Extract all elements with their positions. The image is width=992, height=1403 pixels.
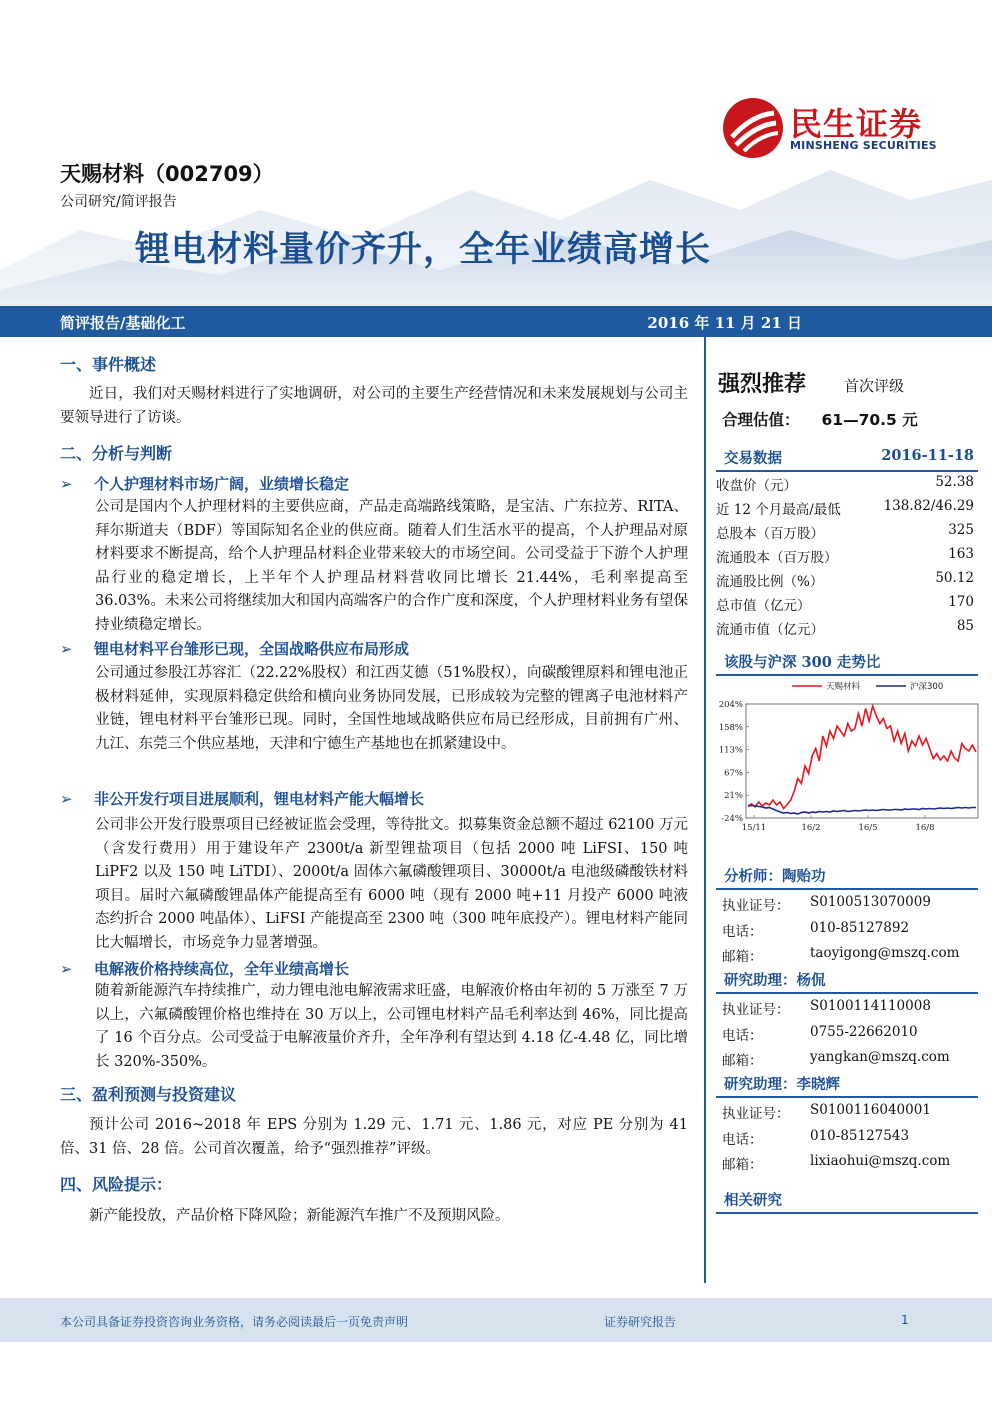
assistant2-row [722,1125,978,1149]
analyst-label: 邮箱： [722,949,763,965]
trading-row [716,567,978,591]
section-title-forecast: 三、盈利预测与投资建议 [60,1085,237,1104]
arrow-bullet-icon: ➢ [60,960,73,978]
section-title-risk: 四、风险提示： [60,1175,173,1194]
chart-header: 该股与沪深 300 走势比 [716,650,978,676]
section-paragraph-forecast: 预计公司 2016~2018 年 EPS 分别为 1.29 元、1.71 元、1.86 元，对应 PE 分别为 41 倍、31 倍、28 倍。公司首次覆盖，给予“强烈推荐”评级。 [60,1117,688,1157]
analyst-value: 010-85127892 [810,919,910,936]
analyst-header: 分析师：陶贻功 [716,864,978,890]
trading-value: 138.82/46.29 [883,498,974,514]
trading-value: 52.38 [935,474,974,490]
analyst-row [722,917,978,941]
footer-disclaimer: 本公司具备证券投资咨询业务资格，请务必阅读最后一页免责声明 [60,1315,409,1329]
analyst-value: S0100513070009 [810,894,931,910]
report-date: 2016 年 11 月 21 日 [647,314,802,332]
section-title-overview: 一、事件概述 [60,355,157,374]
chart-legend-label: 沪深300 [910,682,944,692]
trading-value: 85 [956,618,974,634]
valuation: 合理估值： 61—70.5 元 [722,411,918,429]
assistant1-label: 执业证号： [722,1002,790,1018]
chart-series-line-stock [748,706,976,809]
bullet-heading-electrolyte-price: ➢ 电解液价格持续高位，全年业绩高增长 [60,960,350,978]
trading-label: 总股本（百万股） [716,526,824,542]
trading-label: 近 12 个月最高/最低 [716,502,841,518]
section-paragraph-risk: 新产能投放，产品价格下降风险；新能源汽车推广不及预期风险。 [89,1208,510,1224]
assistant1-row [722,995,978,1019]
rating-note: 首次评级 [844,377,905,395]
chart-plot-frame [746,704,978,818]
arrow-bullet-icon: ➢ [60,790,73,808]
bullet-paragraph-electrolyte-price: 随着新能源汽车持续推广，动力锂电池电解液需求旺盛，电解液价格由年初的 5 万涨至 7 万以上，六氟磷酸锂价格也维持在 30 万以上，公司锂电材料产品毛利率达到 46%，同比提高了 16 个百分点。公司受益于电解液量价齐升，全年净利有望达到 4.18 亿-4.48 亿，同比增长 320%-350%。 [95,983,688,1070]
chart-y-tick-label: 204% [718,700,743,710]
chart-x-tick-label: 16/5 [858,823,878,833]
price-trend-chart [712,676,984,846]
chart-y-tick-label: 158% [718,722,743,733]
chart-x-tick-label: 16/8 [915,823,935,833]
bullet-paragraph-personal-care: 公司是国内个人护理材料的主要供应商，产品走高端路线策略，是宝洁、广东拉芳、RITA、拜尔斯道夫（BDF）等国际知名企业的供应商。随着人们生活水平的提高，个人护理品对原材料要求不断提高，给个人护理品材料企业带来较大的市场空间。公司受益于下游个人护理品行业的稳定增长，上半年个人护理品材料营收同比增长 21.44%，毛利率提高至 36.03%。未来公司将继续加大和国内高端客户的合作广度和深度，个人护理材料业务有望保持业绩稳定增长。 [95,499,688,633]
bullet-heading-personal-care: ➢ 个人护理材料市场广阔，业绩增长稳定 [60,475,350,493]
minsheng-logo-icon [722,97,784,159]
trading-label: 流通股本（百万股） [716,550,838,566]
assistant2-value: 010-85127543 [810,1127,910,1144]
analyst-value: taoyigong@mszq.com [810,945,960,961]
report-headline: 锂电材料量价齐升，全年业绩高增长 [135,230,712,270]
section-paragraph-overview: 近日，我们对天赐材料进行了实地调研，对公司的主要生产经营情况和未来发展规划与公司主要领导进行了访谈。 [60,386,688,426]
assistant1-row [722,1021,978,1045]
brand-logo [722,97,962,157]
assistant1-label: 电话： [722,1027,763,1044]
assistant1-value: 0755-22662010 [810,1023,918,1040]
assistant2-row [722,1150,978,1174]
trading-row [716,615,978,639]
trading-label: 流通市值（亿元） [716,622,824,638]
company-name: 天赐材料（002709） [60,162,274,186]
assistant1-label: 邮箱： [722,1053,763,1069]
assistant2-label: 电话： [722,1131,763,1148]
chart-y-tick-label: 113% [718,745,743,756]
page-footer [0,1298,992,1342]
assistant1-row [722,1046,978,1070]
report-category: 简评报告/基础化工 [60,314,186,332]
trading-value: 170 [948,594,974,610]
assistant2-label: 执业证号： [722,1106,790,1122]
rating-label: 强烈推荐 [718,372,807,397]
trading-value: 325 [948,522,974,538]
assistant2-value: S0100116040001 [810,1102,931,1118]
logo-chinese-name: 民生证券 [790,105,923,143]
bullet-paragraph-lithium-platform: 公司通过参股江苏容汇（22.22%股权）和江西艾德（51%股权），向碳酸锂原料和锂电池正极材料延伸，实现原料稳定供给和横向业务协同发展，已形成较为完整的锂离子电池材料产业链，锂电材料平台雏形已现。同时，全国性地域战略供应布局已经形成，目前拥有广州、九江、东莞三个供应基地，天津和宁德生产基地也在抓紧建设中。 [95,665,688,752]
arrow-bullet-icon: ➢ [60,640,73,658]
bullet-heading-private-placement: ➢ 非公开发行项目进展顺利，锂电材料产能大幅增长 [60,790,425,808]
footer-report-label: 证券研究报告 [604,1315,677,1329]
trading-row [716,519,978,543]
report-info-band [0,306,992,337]
chart-legend-label: 天赐材料 [826,682,861,692]
analyst-row [722,891,978,915]
trading-value: 163 [948,546,974,562]
trading-label: 总市值（亿元） [716,598,811,614]
bullet-paragraph-private-placement: 公司非公开发行股票项目已经被证监会受理，等待批文。拟募集资金总额不超过 62100 万元（含发行费用）用于建设年产 2300t/a 新型锂盐项目（包括 2000 吨 LiFSI、150 吨 LiPF2 以及 150 吨 LiTDI）、2000t/a 固体六氟磷酸锂项目、30000t/a 电池级磷酸铁材料项目。届时六氟磷酸锂晶体产能提高至有 6000 吨（现有 2000 吨+11 月投产 6000 吨液态约折合 2000 吨晶体）、LiFSI 产能提高至 2300 吨（300 吨年底投产）。锂电材料产能同比大幅增长，市场竞争力显著增强。 [95,817,688,951]
trading-data-header: 交易数据 2016-11-18 [716,446,978,472]
analyst-row [722,942,978,966]
chart-y-tick-label: 67% [724,768,743,779]
chart-y-tick-label: 21% [724,791,743,802]
section-title-analysis: 二、分析与判断 [60,444,173,463]
assistant1-value: S0100114110008 [810,998,931,1014]
assistant2-header: 研究助理：李晓辉 [716,1072,978,1098]
trading-row [716,495,978,519]
assistant2-value: lixiaohui@mszq.com [810,1153,951,1169]
assistant2-label: 邮箱： [722,1157,763,1173]
chart-x-tick-label: 15/11 [741,823,767,833]
trading-label: 流通股比例（%） [716,574,824,590]
chart-x-tick-label: 16/2 [801,823,821,833]
trading-row [716,471,978,495]
assistant1-value: yangkan@mszq.com [810,1049,950,1065]
analyst-label: 电话： [722,923,763,940]
related-research-header: 相关研究 [716,1188,978,1214]
bullet-heading-lithium-platform: ➢ 锂电材料平台雏形已现，全国战略供应布局形成 [60,640,410,658]
report-type: 公司研究/简评报告 [60,194,177,210]
page-number: 1 [901,1313,909,1327]
trading-label: 收盘价（元） [716,478,797,494]
analyst-label: 执业证号： [722,898,790,914]
assistant1-header: 研究助理：杨侃 [716,968,978,994]
arrow-bullet-icon: ➢ [60,475,73,493]
column-divider [704,337,706,1283]
trading-row [716,591,978,615]
logo-english-name: MINSHENG SECURITIES [790,139,937,152]
chart-y-tick-label: -24% [721,814,743,824]
trading-row [716,543,978,567]
trading-value: 50.12 [935,570,974,586]
assistant2-row [722,1099,978,1123]
